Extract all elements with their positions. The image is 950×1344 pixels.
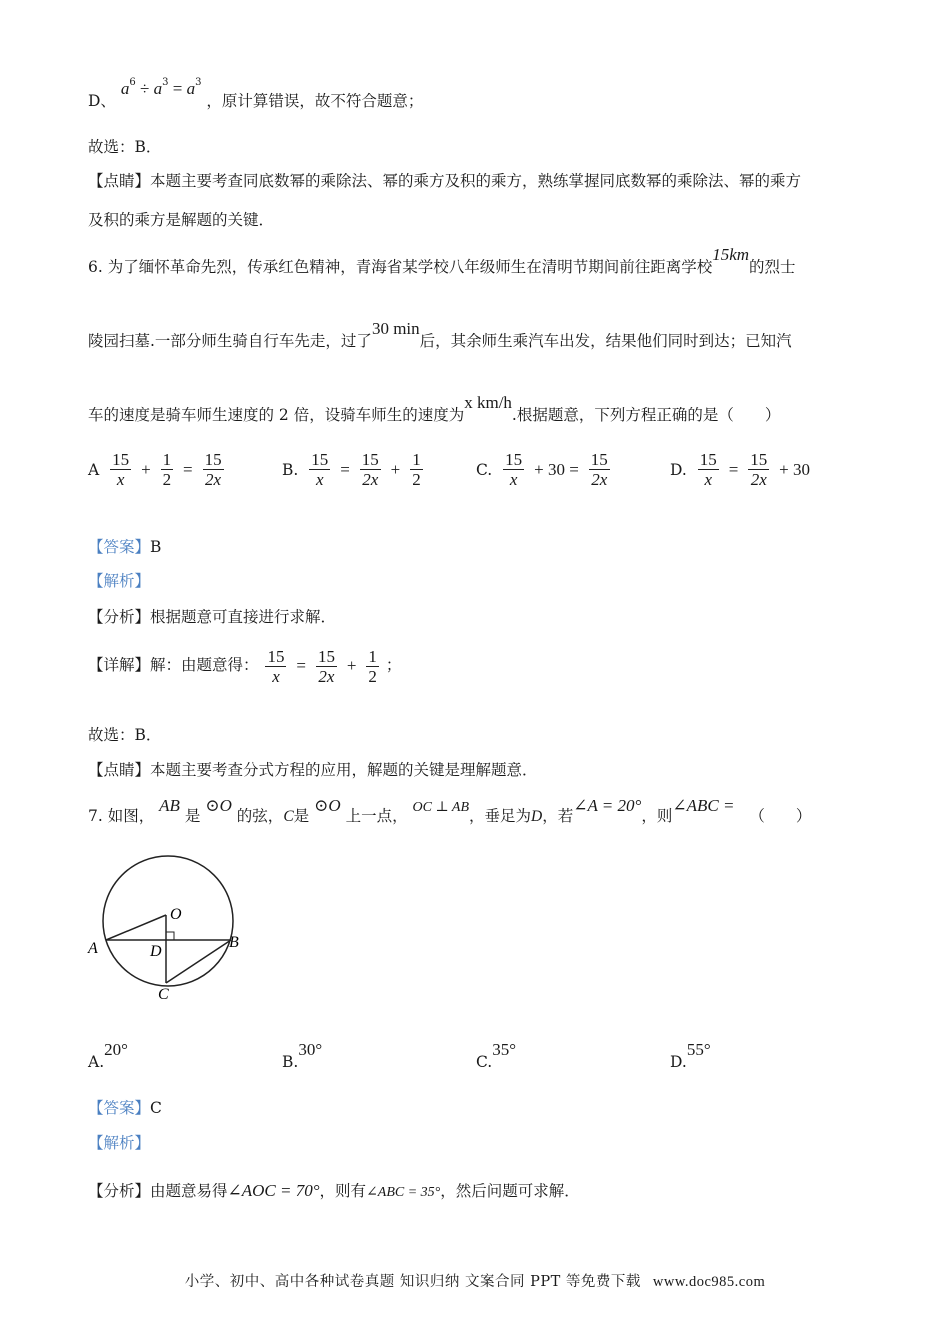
math-segment: AB [159, 796, 180, 815]
option-value: 55° [686, 1040, 711, 1059]
denominator: 2x [318, 666, 335, 686]
q6-fenxi [88, 606, 336, 628]
q7-stem [88, 796, 812, 829]
numerator: 15 [699, 450, 717, 469]
text: ，若 [542, 807, 574, 825]
q6-option-c [476, 450, 612, 489]
text: ，原计算错误，故不符合题意； [206, 92, 424, 110]
fraction [366, 647, 379, 686]
tag: 【答案】 [88, 538, 151, 556]
tag: 【答案】 [88, 1099, 151, 1117]
text: .根据题意，下列方程正确的是（ ） [511, 406, 781, 424]
text: ； [385, 656, 402, 674]
circle-geometry-figure [84, 845, 254, 1005]
q7-fenxi [88, 1180, 580, 1204]
text: 根据题意可直接进行求解． [150, 608, 337, 626]
q6-option-a [88, 450, 226, 489]
segment-cb [166, 940, 231, 983]
math-distance: 15km [712, 245, 750, 264]
math-point: D [531, 808, 543, 825]
text: 的弦， [236, 807, 284, 825]
fraction [589, 450, 610, 489]
text: ，垂足为 [469, 807, 532, 825]
numerator: 15 [112, 450, 130, 469]
option-d-line [88, 77, 424, 112]
answer-value: C [150, 1099, 162, 1117]
math-op: + [346, 656, 357, 675]
text: 上一点， [345, 807, 408, 825]
math-angle: ∠ABC = 35° [366, 1185, 441, 1200]
q5-tip [88, 170, 801, 192]
tag: 【点睛】 [88, 761, 151, 779]
math-angle: ∠A = 20° [573, 796, 642, 815]
q6-answer [88, 536, 161, 558]
denominator: 2x [750, 470, 767, 489]
label-o: O [170, 906, 182, 923]
option-label: C. [476, 460, 493, 479]
denominator: x [116, 470, 125, 489]
text: 6. 为了缅怀革命先烈，传承红色精神，青海省某学校八年级师生在清明节期间前往距离学校 [88, 258, 713, 276]
answer-value: B [150, 538, 162, 556]
math-circle: ⊙O [205, 796, 232, 815]
q7-option-c [476, 1040, 517, 1071]
denominator: x [315, 470, 324, 489]
denominator: 2x [591, 470, 608, 489]
denominator: x [272, 666, 280, 686]
numerator: 15 [311, 450, 329, 469]
denominator: x [704, 470, 713, 489]
math-time: 30 min [371, 319, 420, 338]
option-value: 35° [492, 1040, 517, 1059]
math-op: = [728, 459, 739, 479]
fraction [698, 450, 719, 489]
option-label: A [88, 460, 100, 479]
fraction [748, 450, 769, 489]
option-label: B. [282, 460, 299, 479]
segment-ao [106, 915, 166, 940]
text: 本题主要考查分式方程的应用，解题的关键是理解题意． [150, 761, 538, 779]
numerator: 15 [267, 646, 285, 666]
q6-line1 [88, 245, 796, 278]
exponent: 3 [195, 77, 202, 88]
q6-tip [88, 759, 538, 781]
fraction [265, 647, 286, 686]
denominator: 2 [412, 470, 421, 489]
fraction [410, 450, 423, 489]
denominator: 2 [368, 666, 377, 686]
numerator: 15 [590, 450, 608, 469]
footer-link[interactable]: www.doc985.com [652, 1274, 766, 1290]
q6-choice: 故选：B． [88, 726, 162, 744]
text: ，然后问题可求解． [440, 1182, 580, 1200]
math-var: a [153, 79, 163, 98]
label-c: C [158, 986, 169, 1003]
math-op: + 30 = [534, 459, 579, 479]
text: 由题意易得 [150, 1182, 228, 1200]
tag: 【详解】 [88, 656, 151, 674]
text: ，则 [641, 807, 673, 825]
text: 后，其余师生乘汽车出发，结果他们同时到达；已知汽 [419, 332, 792, 350]
q6-analysis-tag: 【解析】 [88, 572, 151, 590]
numerator: 1 [368, 646, 377, 666]
text: 本题主要考查同底数幂的乘除法、幂的乘方及积的乘方，熟练掌握同底数幂的乘除法、幂的乘方 [150, 172, 802, 190]
math-op: = [340, 459, 350, 479]
option-value: 30° [298, 1040, 323, 1059]
right-angle-mark [166, 932, 174, 940]
numerator: 15 [317, 646, 335, 666]
q6-detail [88, 643, 401, 688]
math-angle: ∠AOC = 70° [227, 1181, 320, 1200]
math-op: = [296, 656, 306, 675]
text: 是 [293, 807, 310, 825]
option-label: A. [88, 1053, 105, 1071]
q7-option-b [282, 1040, 323, 1071]
numerator: 15 [204, 450, 222, 469]
option-label: B. [282, 1053, 299, 1071]
text: 的烈士 [749, 258, 796, 276]
fraction [110, 450, 131, 489]
label-a: A [88, 940, 98, 957]
option-label: D. [670, 460, 687, 479]
math-point: C [283, 808, 294, 825]
text: 是 [184, 807, 201, 825]
option-label: C. [476, 1053, 493, 1071]
math-speed: x km/h [464, 393, 512, 412]
footer-text: 小学、初中、高中各种试卷真题 知识归纳 文案合同 PPT 等免费下载 [184, 1274, 641, 1290]
numerator: 1 [412, 450, 421, 469]
math-circle: ⊙O [314, 796, 341, 815]
math-perp: OC ⊥ AB [412, 800, 469, 815]
fraction [360, 450, 381, 489]
q6-option-b [282, 450, 425, 489]
q6-option-d [670, 450, 813, 489]
math-var: a [120, 79, 130, 98]
math-angle: ∠ABC = [672, 796, 735, 815]
q5-tip-cont: 及积的乘方是解题的关键． [88, 211, 275, 229]
tag: 【点睛】 [88, 172, 151, 190]
denominator: x [509, 470, 518, 489]
q7-option-d [670, 1040, 711, 1071]
math-op: ÷ [135, 79, 154, 98]
denominator: 2 [162, 470, 172, 489]
math-op: + [141, 459, 151, 479]
q7-analysis-tag: 【解析】 [88, 1134, 151, 1152]
fraction [309, 450, 330, 489]
circle-o [103, 856, 233, 986]
numerator: 15 [361, 450, 379, 469]
text: 车的速度是骑车师生速度的 2 倍，设骑车师生的速度为 [88, 406, 465, 424]
label-b: B [229, 934, 239, 951]
numerator: 15 [505, 450, 523, 469]
option-label: D. [670, 1053, 687, 1071]
q6-line2 [88, 319, 792, 352]
tag: 【分析】 [88, 1182, 151, 1200]
exponent: 3 [162, 77, 169, 88]
option-label: D、 [88, 92, 116, 110]
label-d: D [150, 943, 162, 960]
numerator: 1 [162, 450, 172, 469]
fraction [161, 450, 174, 489]
text: 7. 如图， [88, 807, 155, 825]
denominator: 2x [205, 470, 222, 489]
fraction [316, 647, 337, 686]
math-var: a [186, 79, 196, 98]
fraction [203, 450, 224, 489]
text: （ ） [749, 807, 812, 825]
page-footer [0, 1270, 950, 1291]
math-op: + 30 [779, 459, 810, 479]
q7-option-a [88, 1040, 128, 1071]
q6-line3 [88, 393, 781, 426]
numerator: 15 [750, 450, 768, 469]
fraction [503, 450, 524, 489]
exponent: 6 [129, 77, 136, 88]
math-op: = [168, 79, 187, 98]
text: 解：由题意得： [150, 656, 259, 674]
math-op: + [390, 459, 401, 479]
denominator: 2x [362, 470, 379, 489]
q5-choice: 故选：B． [88, 138, 162, 156]
tag: 【分析】 [88, 608, 151, 626]
math-op: = [183, 459, 193, 479]
text: ，则有 [319, 1182, 367, 1200]
option-value: 20° [104, 1040, 128, 1059]
q7-answer [88, 1097, 162, 1119]
text: 陵园扫墓.一部分师生骑自行车先走，过了 [88, 332, 372, 350]
